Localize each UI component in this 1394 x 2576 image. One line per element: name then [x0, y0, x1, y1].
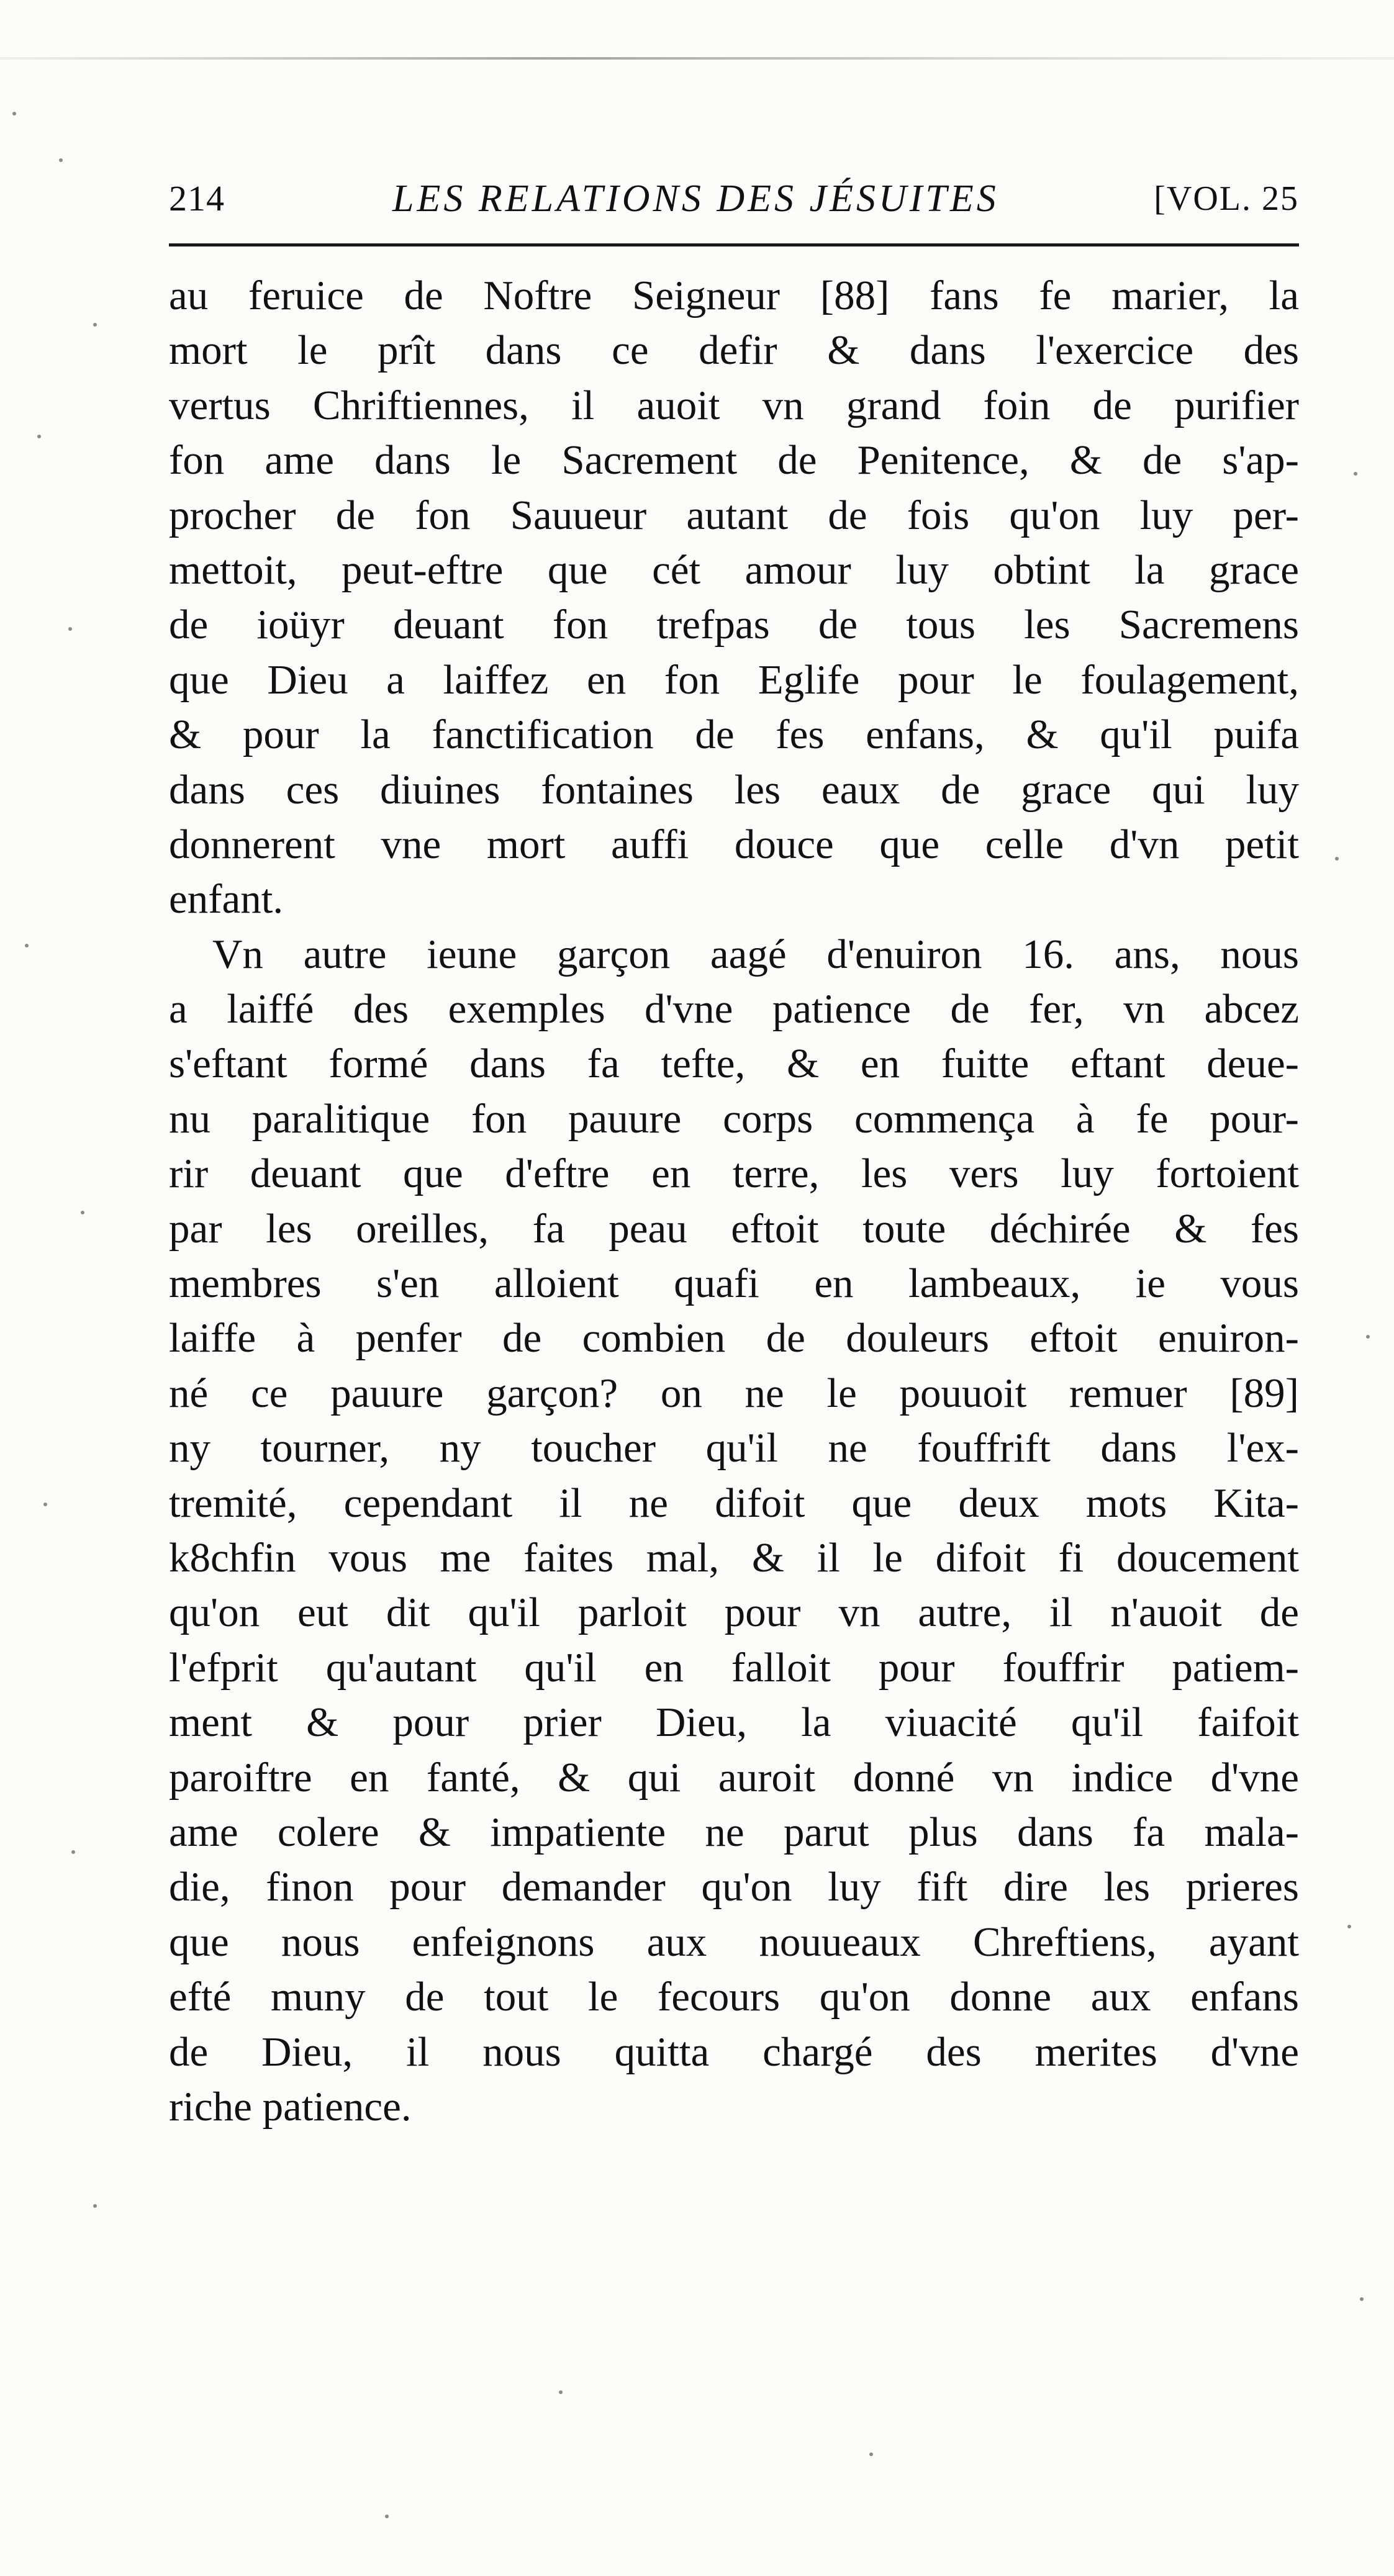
text-line: mort le prît dans ce defir & dans l'exercice des	[169, 327, 1299, 374]
text-line: & pour la fanctification de fes enfans, & qu'il puifa	[169, 712, 1299, 758]
text-line: de ioüyr deuant fon trefpas de tous les Sacremens	[169, 602, 1299, 648]
text-line: que nous enfeignons aux nouueaux Chreftiens, ayant	[169, 1918, 1299, 1965]
text-line: laiffe à penfer de combien de douleurs eftoit enuiron-	[169, 1315, 1299, 1362]
text-line: nu paralitique fon pauure corps commença à fe pour-	[169, 1095, 1299, 1142]
text-line: efté muny de tout le fecours qu'on donne aux enfans	[169, 1974, 1299, 2020]
text-line: tremité, cependant il ne difoit que deux mots Kita-	[169, 1480, 1299, 1526]
scan-speck	[1354, 472, 1357, 476]
scan-speck	[93, 323, 97, 327]
text-line: l'efprit qu'autant qu'il en falloit pour fouffrir patiem-	[169, 1644, 1299, 1691]
scan-speck	[1360, 2297, 1364, 2301]
paragraph-1	[169, 268, 1299, 927]
scan-speck	[81, 1211, 84, 1214]
header-rule	[169, 243, 1299, 246]
text-line: Vn autre ieune garçon aagé d'enuiron 16. ans, nous	[212, 931, 1299, 977]
text-line: mettoit, peut-eftre que cét amour luy obtint la grace	[169, 546, 1299, 593]
scan-speck	[71, 1850, 75, 1854]
scan-speck	[37, 435, 41, 438]
scan-speck	[559, 2390, 563, 2394]
scan-speck	[1347, 1925, 1351, 1928]
text-line: né ce pauure garçon? on ne le pouuoit remuer [89]	[169, 1370, 1299, 1416]
text-line: paroiftre en fanté, & qui auroit donné vn indice d'vne	[169, 1754, 1299, 1801]
volume-label: [VOL. 25	[1154, 179, 1299, 218]
text-line: enfant.	[169, 876, 284, 923]
running-header	[169, 177, 1299, 227]
text-line: ny tourner, ny toucher qu'il ne fouffrift dans l'ex-	[169, 1425, 1299, 1471]
text-line: k8chfin vous me faites mal, & il le difoit fi doucement	[169, 1534, 1299, 1581]
text-line: que Dieu a laiffez en fon Eglife pour le foulagement,	[169, 656, 1299, 703]
text-line: ment & pour prier Dieu, la viuacité qu'il faifoit	[169, 1699, 1299, 1746]
scan-speck	[12, 112, 16, 115]
scan-speck	[25, 944, 29, 947]
text-line: riche patience.	[169, 2083, 412, 2130]
text-line: procher de fon Sauueur autant de fois qu'on luy per-	[169, 492, 1299, 538]
text-line: ame colere & impatiente ne parut plus dans fa mala-	[169, 1809, 1299, 1855]
text-line: fon ame dans le Sacrement de Penitence, & de s'ap-	[169, 437, 1299, 484]
running-title: LES RELATIONS DES JÉSUITES	[392, 178, 999, 220]
scan-speck	[59, 158, 63, 162]
text-line: a laiffé des exemples d'vne patience de fer, vn abcez	[169, 986, 1299, 1033]
text-line: membres s'en alloient quafi en lambeaux, ie vous	[169, 1260, 1299, 1307]
scan-artifact-line	[0, 57, 1394, 60]
text-line: vertus Chriftiennes, il auoit vn grand foin de purifier	[169, 382, 1299, 428]
text-line: de Dieu, il nous quitta chargé des merites d'vne	[169, 2028, 1299, 2075]
text-line: donnerent vne mort auffi douce que celle d'vn petit	[169, 821, 1299, 867]
scan-speck	[68, 627, 72, 631]
text-line: dans ces diuines fontaines les eaux de grace qui luy	[169, 766, 1299, 813]
scan-speck	[43, 1503, 47, 1506]
text-line: par les oreilles, fa peau eftoit toute déchirée & fes	[169, 1205, 1299, 1252]
text-line: s'eftant formé dans fa tefte, & en fuitte eftant deue-	[169, 1041, 1299, 1087]
text-line: rir deuant que d'eftre en terre, les vers luy fortoient	[169, 1150, 1299, 1197]
text-line: qu'on eut dit qu'il parloit pour vn autre, il n'auoit de	[169, 1589, 1299, 1636]
scan-speck	[93, 2204, 97, 2208]
scan-speck	[1335, 857, 1339, 861]
scan-speck	[385, 2515, 389, 2518]
text-line: au feruice de Noftre Seigneur [88] fans fe marier, la	[169, 273, 1299, 319]
body-text	[169, 268, 1299, 2134]
page-number: 214	[169, 178, 225, 219]
text-line: die, finon pour demander qu'on luy fift dire les prieres	[169, 1864, 1299, 1910]
scan-speck	[869, 2452, 873, 2456]
paragraph-2	[169, 927, 1299, 2135]
scan-speck	[1366, 1335, 1370, 1339]
